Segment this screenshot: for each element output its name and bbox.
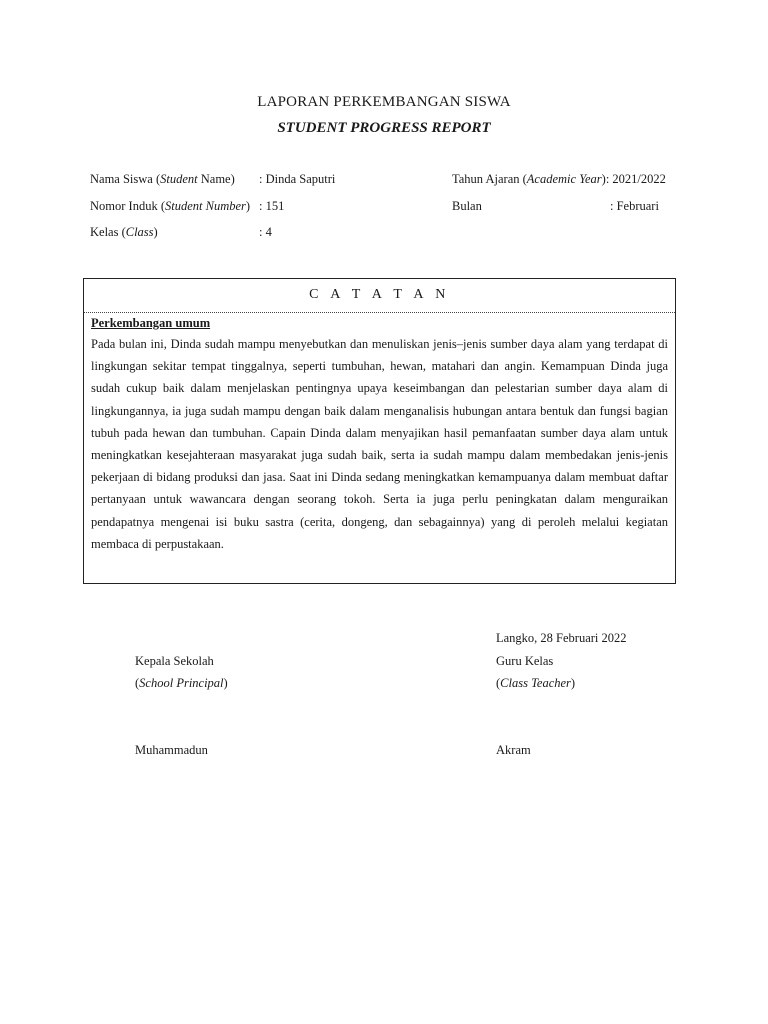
place-date: Langko, 28 Februari 2022 <box>496 631 627 645</box>
month-value: : Februari <box>610 199 659 213</box>
notes-paragraph: Pada bulan ini, Dinda sudah mampu menyebutkan dan menuliskan jenis–jenis sumber daya alam yang terdapat di lingkungan sekitar tempat tinggalnya, seperti tumbuhan, hewan, matahari dan angin. Kemampuan Dinda juga sudah cukup baik dalam menjelaskan pentingnya upaya keseimbangan dan pelestarian sumber daya alam di lingkungannya, ia juga sudah mampu dengan baik dalam menganalisis hubungan antara bentuk dan fungsi bagian tubuh pada hewan dan tumbuhan. Capain Dinda dalam menyajikan hasil pemanfaatan sumber daya alam untuk meningkatkan kesejahteraan masyarakat juga sudah baik, serta ia sudah mampu dalam membedakan jenis-jenis pekerjaan di bidang produksi dan jasa. Saat ini Dinda sedang meningkatkan kemampuanya dalam membuat daftar pertanyaan untuk wawancara dengan seorang tokoh. Serta ia juga perlu peningkatan dalam menguraikan pendapatnya mengenai isi buku sastra (cerita, dongeng, dan sebagainnya) yang di peroleh melalui kegiatan membaca di perpustakaan. <box>91 337 668 551</box>
student-name-value: : Dinda Saputri <box>259 172 336 186</box>
teacher-name: Akram <box>496 743 531 757</box>
student-number-label: Nomor Induk (Student Number) <box>90 199 251 213</box>
notes-heading: C A T A T A N <box>84 279 675 313</box>
month-label: Bulan <box>452 199 482 213</box>
student-number-value: : 151 <box>259 199 285 213</box>
notes-box <box>83 278 676 584</box>
notes-content <box>84 313 675 555</box>
class-label: Kelas (Class) <box>90 225 158 239</box>
notes-section-title: Perkembangan umum <box>91 316 211 330</box>
principal-title-en: (School Principal) <box>135 676 228 690</box>
report-subtitle: STUDENT PROGRESS REPORT <box>277 120 491 136</box>
report-title: LAPORAN PERKEMBANGAN SISWA <box>257 94 511 110</box>
principal-name: Muhammadun <box>135 743 208 757</box>
class-value: : 4 <box>259 225 272 239</box>
teacher-title-en: (Class Teacher) <box>496 676 576 690</box>
teacher-title: Guru Kelas <box>496 654 554 668</box>
principal-title: Kepala Sekolah <box>135 654 214 668</box>
student-name-label: Nama Siswa (Student Name) <box>90 172 235 186</box>
academic-year-field: Tahun Ajaran (Academic Year): 2021/2022 <box>452 172 666 186</box>
